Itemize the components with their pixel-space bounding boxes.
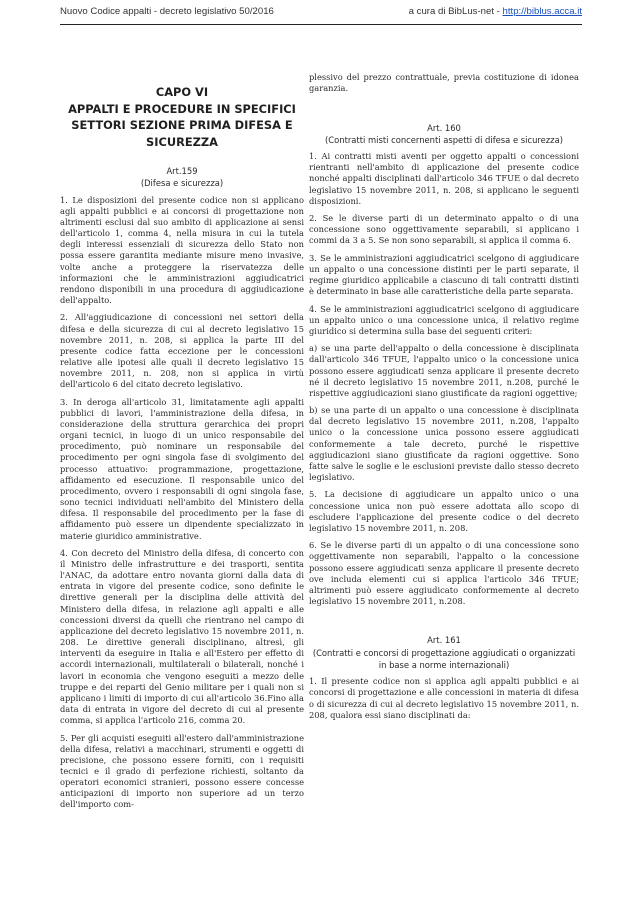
art160-paragraph-4: 4. Se le amministrazioni aggiudicatrici scelgono di aggiudicare un appalto unico o una concessione unica, il relativo regime giuridico si determina sulla base dei seguenti criteri:	[309, 303, 579, 336]
art159-paragraph-3: 3. In deroga all'articolo 31, limitatamente agli appalti pubblici di lavori, l'amministrazione della difesa, in considerazione della struttura gerarchica dei propri organi tecnici, in luogo di un unico responsabile del procedimento, può nominare un responsabile del procedimento per ogni singola fase di svolgimento del processo attuativo: programmazione, progettazione, affidamento ed esecuzione. Il responsabile unico del procedimento, ovvero i responsabili di ogni singola fase, sono tecnici individuati nell'ambito del Ministero della difesa. Il responsabile del procedimento per la fase di affidamento può essere un dipendente specializzato in materie giuridico amministrative.	[60, 396, 304, 541]
art159-paragraph-1: 1. Le disposizioni del presente codice non si applicano agli appalti pubblici e ai concorsi di progettazione non altrimenti esclusi dal suo ambito di applicazione ai sensi dell'articolo 1, comma 4, nella misura in cui la tutela degli interessi essenziali di sicurezza dello Stato non possa essere garantita mediante misure meno invasive, volte anche a proteggere la riservatezza delle informazioni che le amministrazioni aggiudicatrici rendono disponibili in una procedura di aggiudicazione dell'appalto.	[60, 194, 304, 305]
page-header	[60, 0, 582, 24]
art159-paragraph-5-continued: plessivo del prezzo contrattuale, previa costituzione di idonea garanzia.	[309, 72, 579, 94]
right-column	[309, 72, 579, 727]
art160-paragraph-4a: a) se una parte dell'appalto o della concessione è disciplinata dall'articolo 346 TFUE, l'appalto unico o la concessione unica possono essere aggiudicati senza applicare il presente decreto né il decreto legislativo 15 novembre 2011, n.208, purché le rispettive aggiudicazioni siano giustificate da ragioni oggettive;	[309, 343, 579, 398]
art161-heading	[309, 634, 579, 671]
art161-title: (Contratti e concorsi di progettazione aggiudicati o organizzati in base a norme internazionali)	[312, 647, 576, 670]
header-credit	[409, 0, 582, 24]
header-title: Nuovo Codice appalti - decreto legislativo 50/2016	[60, 6, 274, 17]
art159-title: (Difesa e sicurezza)	[140, 178, 224, 189]
art160-paragraph-1: 1. Ai contratti misti aventi per oggetto appalti o concessioni rientranti nell'ambito di applicazione del presente codice nonché appalti disciplinati dall'articolo 346 TFUE o dal decreto legislativo 15 novembre 2011, n. 208, si applicano le seguenti disposizioni.	[309, 151, 579, 206]
left-column	[60, 72, 304, 817]
chapter-heading	[60, 84, 304, 150]
art161-number: Art. 161	[427, 635, 461, 646]
chapter-title: APPALTI E PROCEDURE IN SPECIFICI SETTORI SEZIONE PRIMA DIFESA E SICUREZZA	[68, 101, 296, 149]
art159-heading	[60, 165, 304, 190]
art159-number: Art.159	[166, 166, 198, 176]
art159-paragraph-2: 2. All'aggiudicazione di concessioni nei settori della difesa e della sicurezza di cui al decreto legislativo 15 novembre 2011, n. 208, si applica la parte III del presente codice fatta eccezione per le concessioni relative alle ipotesi alle quali il decreto legislativo 15 novembre 2011, n. 208, non si applica in virtù dell'articolo 6 del citato decreto legislativo.	[60, 312, 304, 390]
chapter-number: CAPO VI	[155, 85, 209, 99]
biblus-link[interactable]: http://biblus.acca.it	[502, 6, 582, 17]
art160-number: Art. 160	[427, 122, 461, 133]
art160-paragraph-2: 2. Se le diverse parti di un determinato appalto o di una concessione sono oggettivamente separabili, si applicano i commi da 3 a 5. Se non sono separabili, si applica il comma 6.	[309, 213, 579, 246]
art160-paragraph-4b: b) se una parte di un appalto o una concessione è disciplinata dal decreto legislativo 15 novembre 2011, n.208, l'appalto unico o la concessione unica possono essere aggiudicati conformemente a tale decreto, purché le rispettive aggiudicazioni siano giustificate da ragioni oggettive. Sono fatte salve le soglie e le esclusioni previste dallo stesso decreto legislativo.	[309, 405, 579, 483]
header-credit-text: a cura di BibLus-net -	[408, 6, 503, 17]
art160-paragraph-5: 5. La decisione di aggiudicare un appalto unico o una concessione unica non può essere adottata allo scopo di escludere l'applicazione del presente codice o del decreto legislativo 15 novembre 2011, n. 208.	[309, 489, 579, 533]
art159-paragraph-4: 4. Con decreto del Ministro della difesa, di concerto con il Ministro delle infrastrutture e dei trasporti, sentita l'ANAC, da adottare entro novanta giorni dalla data di entrata in vigore del presente codice, sono definite le direttive generali per la disciplina delle attività del Ministero della difesa, in relazione agli appalti e alle concessioni diversi da quelli che rientrano nel campo di applicazione del decreto legislativo 15 novembre 2011, n. 208. Le direttive generali disciplinano, altresì, gli interventi da eseguire in Italia e all'Estero per effetto di accordi internazionali, multilaterali o bilaterali, nonché i lavori in economia che vengono eseguiti a mezzo delle truppe e dei reparti del Genio militare per i quali non si applicano i limiti di importo di cui all'articolo 36.Fino alla data di entrata in vigore del decreto di cui al presente comma, si applica l'articolo 216, comma 20.	[60, 547, 304, 726]
art160-title: (Contratti misti concernenti aspetti di difesa e sicurezza)	[325, 134, 563, 145]
art160-paragraph-6: 6. Se le diverse parti di un appalto o di una concessione sono oggettivamente non separabili, l'appalto o la concessione possono essere aggiudicati senza applicare il presente decreto ove includa elementi cui si applica l'articolo 346 TFUE; altrimenti può essere aggiudicato conformemente al decreto legislativo 15 novembre 2011, n.208.	[309, 540, 579, 607]
header-divider	[60, 24, 582, 25]
art159-paragraph-5: 5. Per gli acquisti eseguiti all'estero dall'amministrazione della difesa, relativi a macchinari, strumenti e oggetti di precisione, che possono essere forniti, con i requisiti tecnici e il grado di perfezione richiesti, soltanto da operatori economici stranieri, possono essere concesse anticipazioni di importo non superiore ad un terzo dell'importo com-	[60, 732, 304, 810]
art160-heading	[309, 122, 579, 147]
art160-paragraph-3: 3. Se le amministrazioni aggiudicatrici scelgono di aggiudicare un appalto o una concessione distinti per le parti separate, il regime giuridico applicabile a ciascuno di tali contratti distinti è determinato in base alle caratteristiche della parte separata.	[309, 252, 579, 297]
art161-paragraph-1: 1. Il presente codice non si applica agli appalti pubblici e ai concorsi di progettazione e alle concessioni in materia di difesa o di sicurezza di cui al decreto legislativo 15 novembre 2011, n. 208, qualora essi siano disciplinati da:	[309, 676, 579, 720]
